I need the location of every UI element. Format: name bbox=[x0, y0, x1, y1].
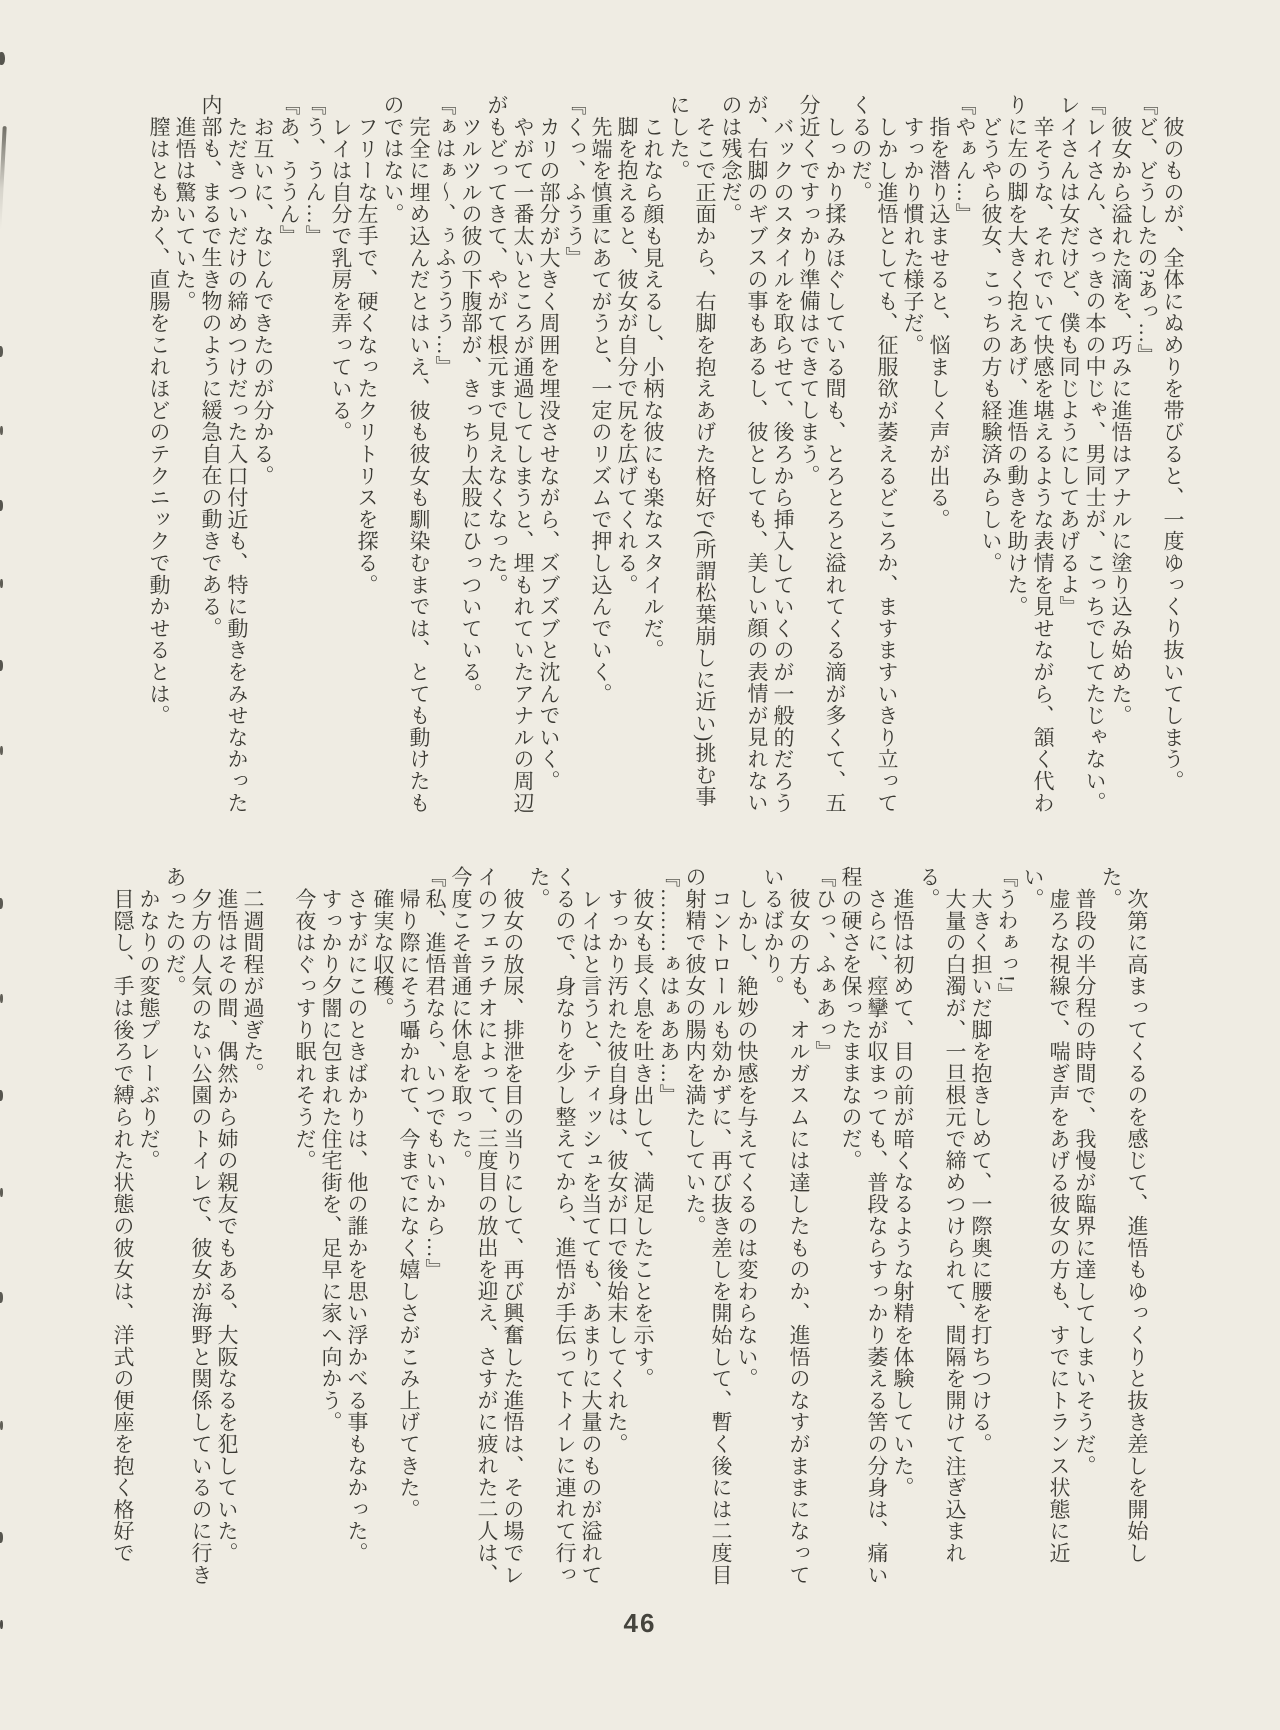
paragraph-narration: カリの部分が大きく周囲を埋没させながら、ズブズブと沈んでいく。 bbox=[537, 115, 561, 792]
paragraph-dialogue: 『………ぁはぁああ…』 bbox=[657, 866, 681, 1106]
paragraph-narration: かなりの変態プレーぶりだ。 bbox=[137, 887, 161, 1172]
paragraph-narration: 完全に埋め込んだとはいえ、彼も彼女も馴染むまでは、とても動けたものではない。 bbox=[381, 94, 431, 814]
paragraph-narration: さらに、痙攣が収まっても、普段ならすっかり萎える筈の分身は、痛い程の硬さを保ったままなのだ。 bbox=[839, 866, 889, 1586]
paragraph-narration: 目隠し、手は後ろで縛られた状態の彼女は、洋式の便座を抱く格好で bbox=[111, 887, 135, 1564]
paragraph-dialogue: 『やぁん…』 bbox=[953, 94, 977, 225]
text-block-bottom bbox=[110, 866, 1150, 1592]
paragraph-narration: 普段の半分程の時間で、我慢が臨界に達してしまいそうだ。 bbox=[1073, 887, 1097, 1477]
paragraph-narration: フリーな左手で、硬くなったクリトリスを探る。 bbox=[355, 115, 379, 596]
paragraph-narration: 帰り際にそう囁かれて、今までになく嬉しさがこみ上げてきた。 bbox=[397, 887, 421, 1520]
binding-streak bbox=[0, 126, 7, 230]
paragraph-narration: 次第に高まってくるのを感じて、進悟もゆっくりと抜き差しを開始した。 bbox=[1099, 866, 1149, 1564]
paragraph-narration: 辛そうな、それでいて快感を堪えるような表情を見せながら、頷く代わりに左の脚を大きく抱えあげ、進悟の動きを助けた。 bbox=[1005, 94, 1055, 814]
paragraph-narration: 脚を抱えると、彼女が自分で尻を広げてくれる。 bbox=[615, 115, 639, 596]
paragraph-narration: 二週間程が過ぎた。 bbox=[241, 887, 265, 1084]
paragraph-dialogue: 『くっ、ふうう』 bbox=[563, 94, 587, 269]
paragraph-dialogue: 『私、進悟君なら、いつでもいいから…』 bbox=[423, 866, 447, 1281]
paragraph-dialogue: 『ど、どうしたの?あっ…』 bbox=[1135, 94, 1159, 366]
paragraph-dialogue: 『レイさん、さっきの本の中じゃ、男同士が、こっちでしてたじゃない。レイさんは女だけど、僕も同じようにしてあげるよ』 bbox=[1057, 94, 1107, 814]
paragraph-narration: 進悟は驚いていた。 bbox=[173, 115, 197, 312]
paragraph-narration: 彼女の方も、オルガスムには達したものか、進悟のなすがままになっているばかり。 bbox=[761, 866, 811, 1586]
paragraph-narration: 虚ろな視線で、喘ぎ声をあげる彼女の方も、すでにトランス状態に近い。 bbox=[1021, 866, 1071, 1564]
paragraph-narration: 進悟はその間、偶然から姉の親友でもある、大阪なるを犯していた。 bbox=[215, 887, 239, 1564]
paragraph-narration: お互いに、なじんできたのが分かる。 bbox=[251, 115, 275, 487]
page-number: 46 bbox=[623, 1608, 657, 1638]
paragraph-narration: やがて一番太いところが通過してしまうと、埋もれていたアナルの周辺がもどってきて、やがて根元まで見えなくなった。 bbox=[485, 94, 535, 814]
paragraph-narration: 進悟は初めて、目の前が暗くなるような射精を体験していた。 bbox=[891, 887, 915, 1499]
paragraph-dialogue: 『うわぁっ!』 bbox=[995, 866, 1019, 1005]
paragraph-narration: 彼女も長く息を吐き出して、満足したことを示す。 bbox=[631, 887, 655, 1390]
binding-marks bbox=[0, 52, 5, 65]
paragraph-narration: レイはと言うと、ティッシュを当てても、あまりに大量のものが溢れてくるので、身なりを少し整えてから、進悟が手伝ってトイレに連れて行った。 bbox=[527, 866, 603, 1586]
paragraph-narration: すっかり夕闇に包まれた住宅街を、足早に家へ向かう。 bbox=[319, 887, 343, 1433]
paragraph-dialogue: 『ぁはぁ〜、ぅふううう…』 bbox=[433, 94, 457, 378]
paragraph-narration: しかし、絶妙の快感を与えてくるのは変わらない。 bbox=[735, 887, 759, 1390]
paragraph-dialogue: 『ひっ、ふぁあっ』 bbox=[813, 866, 837, 1063]
paragraph-narration: 大きく担いだ脚を抱きしめて、一際奥に腰を打ちつける。 bbox=[969, 887, 993, 1455]
paragraph-narration: すっかり慣れた様子だ。 bbox=[901, 115, 925, 356]
paragraph-narration: 彼女の放尿、排泄を目の当りにして、再び興奮した進悟は、その場でレイのフェラチオによって、三度目の放出を迎え、さすがに疲れた二人は、今度こそ普通に休息を取った。 bbox=[449, 866, 525, 1586]
paragraph-narration: どうやら彼女、こっちの方も経験済みらしい。 bbox=[979, 115, 1003, 574]
paragraph-narration: そこで正面から、右脚を抱えあげた格好で(所謂松葉崩しに近い)挑む事にした。 bbox=[667, 94, 717, 808]
paragraph-narration: すっかり汚れた彼自身は、彼女が口で後始末してくれた。 bbox=[605, 887, 629, 1455]
paragraph-narration: 膣はともかく、直腸をこれほどのテクニックで動かせるとは。 bbox=[147, 115, 171, 727]
paragraph-narration: ただきついだけの締めつけだった入口付近も、特に動きをみせなかった内部も、まるで生き物のように緩急自在の動きである。 bbox=[199, 94, 249, 814]
paragraph-narration: ツルツルの彼の下腹部が、きっちり太股にひっついている。 bbox=[459, 115, 483, 705]
paragraph-narration: 彼女から溢れた滴を、巧みに進悟はアナルに塗り込み始めた。 bbox=[1109, 115, 1133, 727]
paragraph-narration: さすがにこのときばかりは、他の誰かを思い浮かべる事もなかった。 bbox=[345, 887, 369, 1564]
paragraph-dialogue: 『あ、ううん』 bbox=[277, 94, 301, 247]
paragraph-narration: 夕方の人気のない公園のトイレで、彼女が海野と関係しているのに行きあったのだ。 bbox=[163, 866, 213, 1586]
paragraph-narration: 指を潜り込ませると、悩ましく声が出る。 bbox=[927, 115, 951, 530]
paragraph-dialogue: 『う、うん…』 bbox=[303, 94, 327, 247]
paragraph-narration: コントロールも効かずに、再び抜き差しを開始して、暫く後には二度目の射精で彼女の腸内を満たしていた。 bbox=[683, 866, 733, 1586]
paragraph-narration: 彼のものが、全体にぬめりを帯びると、一度ゆっくり抜いてしまう。 bbox=[1161, 115, 1185, 792]
paragraph-narration: 大量の白濁が、一旦根元で締めつけられて、間隔を開けて注ぎ込まれる。 bbox=[917, 866, 967, 1564]
paragraph-narration: 先端を慎重にあてがうと、一定のリズムで押し込んでいく。 bbox=[589, 115, 613, 705]
paragraph-narration: バックのスタイルを取らせて、後ろから挿入していくのが一般的だろうが、右脚のギブスの事もあるし、彼としても、美しい顔の表情が見れないのは残念だ。 bbox=[719, 94, 795, 814]
text-block-top bbox=[146, 94, 1186, 818]
paragraph-narration: 確実な収穫。 bbox=[371, 887, 395, 1019]
paragraph-narration: これなら顔も見えるし、小柄な彼にも楽なスタイルだ。 bbox=[641, 115, 665, 661]
paragraph-narration: 今夜はぐっすり眠れそうだ。 bbox=[293, 887, 317, 1172]
paragraph-narration: レイは自分で乳房を弄っている。 bbox=[329, 115, 353, 443]
paragraph-narration: しかし進悟としても、征服欲が萎えるどころか、ますますいきり立ってくるのだ。 bbox=[849, 94, 899, 814]
paragraph-narration: しっかり揉みほぐしている間も、とろとろと溢れてくる滴が多くて、五分近くですっかり準備はできてしまう。 bbox=[797, 94, 847, 814]
